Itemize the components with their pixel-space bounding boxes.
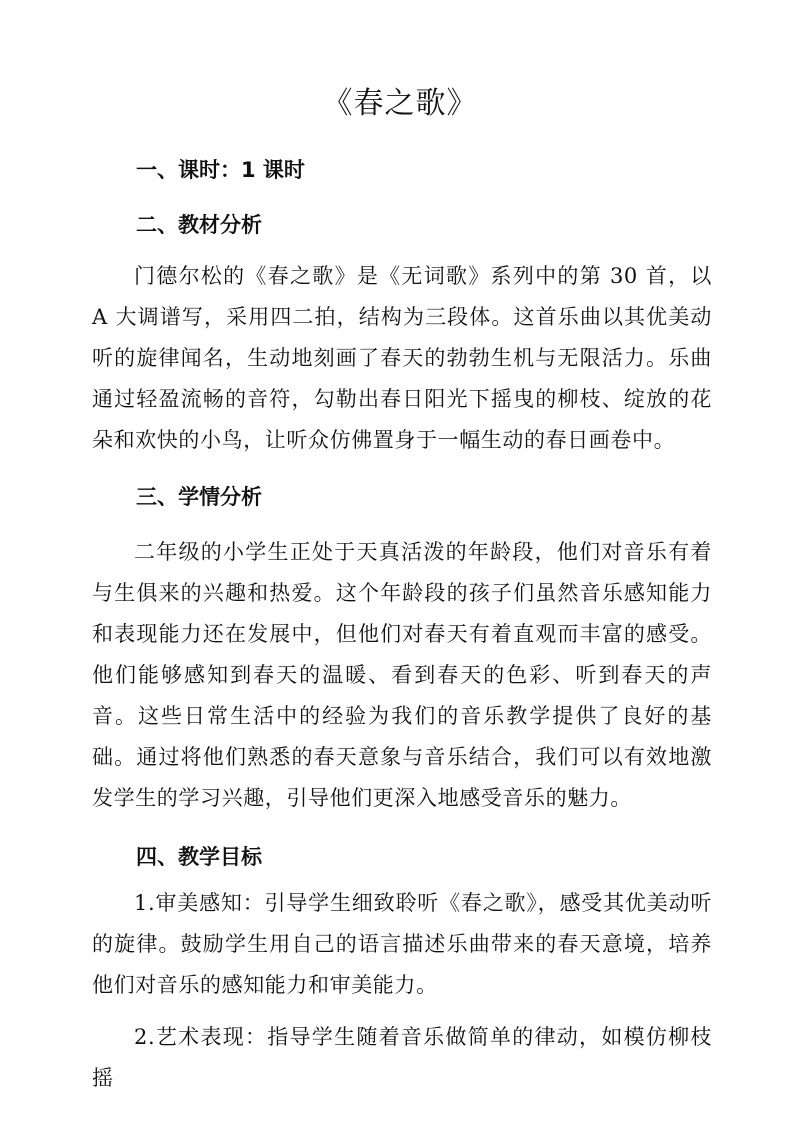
- teaching-goal-2: 2.艺术表现：指导学生随着音乐做简单的律动，如模仿柳枝摇: [92, 1025, 712, 1090]
- teaching-goal-1: 1.审美感知：引导学生细致聆听《春之歌》，感受其优美动听的旋律。鼓励学生用自己的语言描述乐曲带来的春天意境，培养他们对音乐的感知能力和审美能力。: [92, 891, 712, 997]
- document-title: 《春之歌》: [322, 86, 478, 121]
- student-analysis-paragraph: 二年级的小学生正处于天真活泼的年龄段，他们对音乐有着与生俱来的兴趣和热爱。这个年龄段的孩子们虽然音乐感知能力和表现能力还在发展中，但他们对春天有着直观而丰富的感受。他们能够感知到春天的温暖、看到春天的色彩、听到春天的声音。这些日常生活中的经验为我们的音乐教学提供了良好的基础。通过将他们熟悉的春天意象与音乐结合，我们可以有效地激发学生的学习兴趣，引导他们更深入地感受音乐的魅力。: [92, 540, 712, 810]
- section-heading-lesson-hours: 一、课时：1 课时: [136, 158, 305, 182]
- material-analysis-paragraph: 门德尔松的《春之歌》是《无词歌》系列中的第 30 首，以 A 大调谱写，采用四二拍，结构为三段体。这首乐曲以其优美动听的旋律闻名，生动地刻画了春天的勃勃生机与无限活力。乐曲通过轻盈流畅的音符，勾勒出春日阳光下摇曳的柳枝、绽放的花朵和欢快的小鸟，让听众仿佛置身于一幅生动的春日画卷中。: [92, 264, 712, 452]
- section-heading-teaching-goals: 四、教学目标: [136, 845, 262, 869]
- section-heading-material-analysis: 二、教材分析: [136, 213, 262, 237]
- section-heading-student-analysis: 三、学情分析: [136, 485, 262, 509]
